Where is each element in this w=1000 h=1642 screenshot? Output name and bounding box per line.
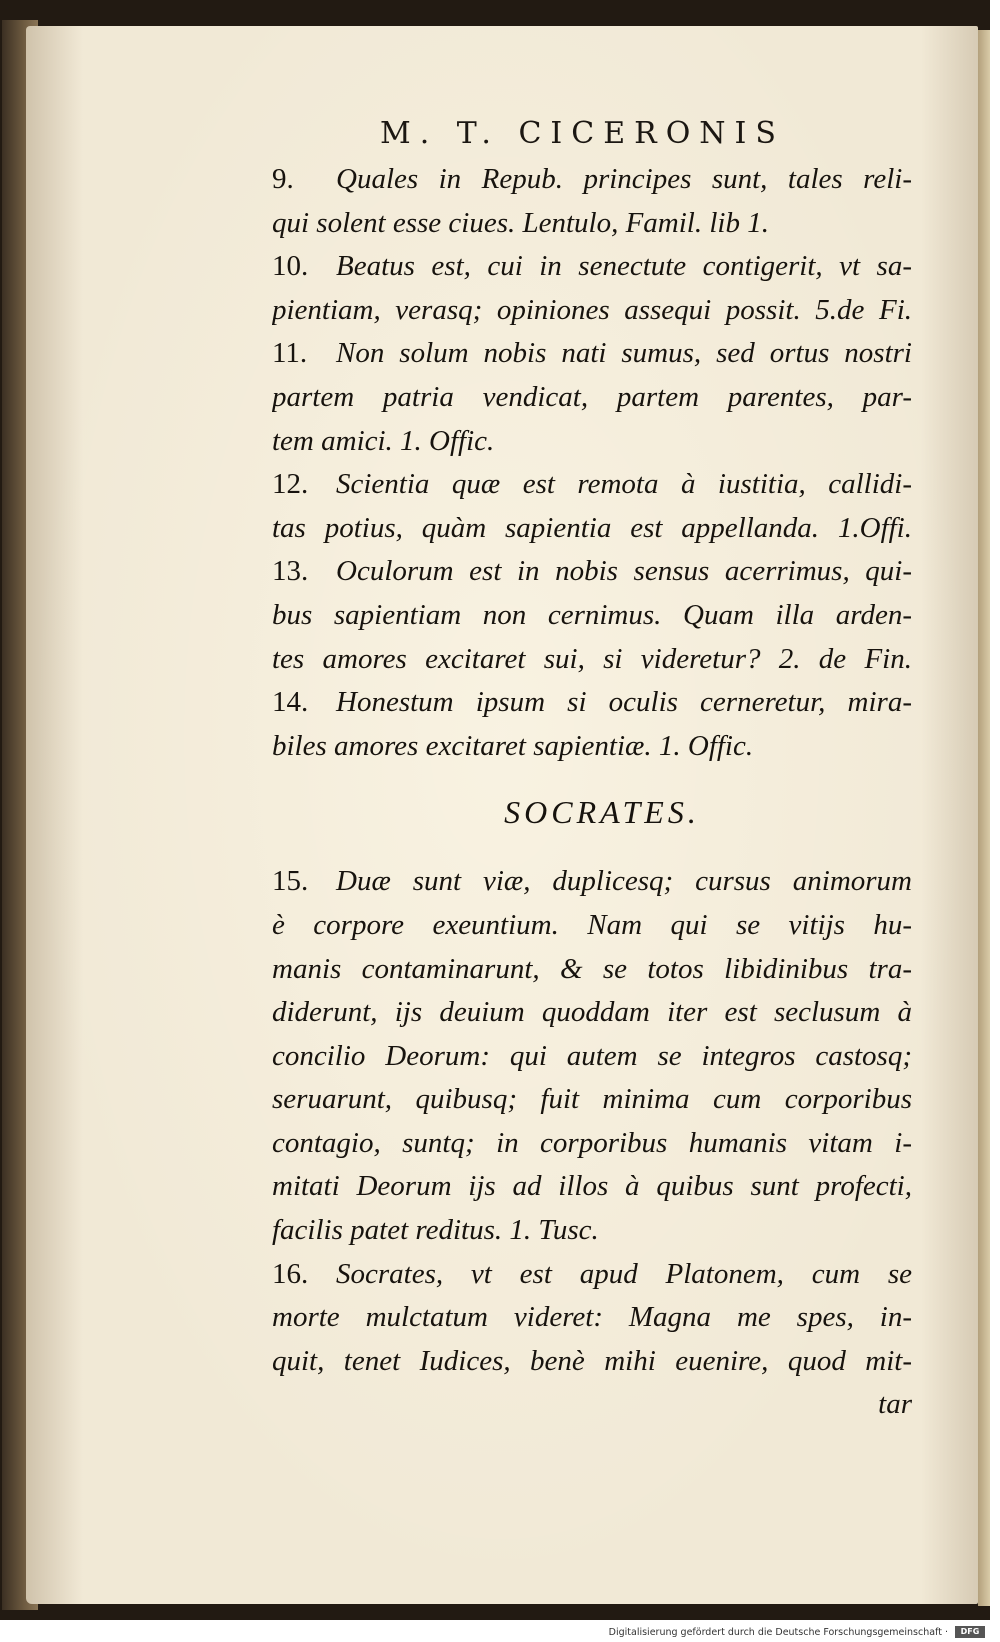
line-text: bus sapientiam non cernimus. Quam illa arden- bbox=[272, 598, 912, 631]
entry-number: 14. bbox=[272, 686, 309, 719]
text-line bbox=[272, 638, 912, 682]
line-text: seruarunt, quibusq; fuit minima cum corporibus bbox=[272, 1083, 912, 1116]
text-line bbox=[272, 158, 912, 202]
line-text: facilis patet reditus. 1. Tusc. bbox=[272, 1214, 599, 1247]
line-text: manis contaminarunt, & se totos libidinibus tra- bbox=[272, 952, 912, 985]
text-line bbox=[272, 245, 912, 289]
line-text: Oculorum est in nobis sensus acerrimus, qui- bbox=[336, 555, 912, 588]
text-line bbox=[272, 332, 912, 376]
line-text: è corpore exeuntium. Nam qui se vitijs hu- bbox=[272, 908, 912, 941]
entry-number: 13. bbox=[272, 555, 309, 588]
line-text: tes amores excitaret sui, si videretur? 2. de Fin. bbox=[272, 642, 912, 675]
entry-number: 11. bbox=[272, 337, 308, 370]
line-text: Honestum ipsum si oculis cerneretur, mira- bbox=[336, 686, 912, 719]
text-line bbox=[272, 904, 912, 948]
text-line bbox=[272, 725, 912, 769]
line-text: pientiam, verasq; opiniones assequi possit. 5.de Fi. bbox=[272, 293, 912, 326]
text-line bbox=[272, 594, 912, 638]
line-text: qui solent esse ciues. Lentulo, Famil. lib 1. bbox=[272, 206, 769, 239]
text-line bbox=[272, 1209, 912, 1253]
line-text: Quales in Repub. principes sunt, tales reli- bbox=[336, 163, 912, 195]
text-line bbox=[272, 1340, 912, 1384]
line-text: Socrates, vt est apud Platonem, cum se bbox=[336, 1257, 912, 1290]
line-text: Scientia quæ est remota à iustitia, callidi- bbox=[336, 468, 912, 501]
text-line bbox=[272, 507, 912, 551]
text-line bbox=[272, 463, 912, 507]
text-line bbox=[272, 860, 912, 904]
text-line bbox=[272, 289, 912, 333]
section-heading bbox=[272, 768, 912, 846]
text-line bbox=[272, 1035, 912, 1079]
line-text: tas potius, quàm sapientia est appellanda. 1.Offi. bbox=[272, 511, 912, 544]
line-text: mitati Deorum ijs ad illos à quibus sunt profecti, bbox=[272, 1170, 912, 1203]
heading-spacer bbox=[272, 846, 912, 860]
entry-number: 9. bbox=[272, 163, 294, 195]
entry-number: 15. bbox=[272, 865, 309, 898]
line-text: Duæ sunt viæ, duplicesq; cursus animorum bbox=[336, 865, 912, 898]
line-text: Non solum nobis nati sumus, sed ortus nostri bbox=[336, 337, 912, 370]
line-text: Beatus est, cui in senectute contigerit, vt sa- bbox=[336, 250, 912, 283]
text-line bbox=[272, 1165, 912, 1209]
line-text: SOCRATES. bbox=[504, 794, 700, 831]
text-line bbox=[272, 550, 912, 594]
text-line bbox=[272, 1253, 912, 1297]
footer-credit: Digitalisierung gefördert durch die Deutsche Forschungsgemeinschaft · bbox=[608, 1627, 948, 1638]
entry-number: 10. bbox=[272, 250, 309, 283]
line-text: morte mulctatum videret: Magna me spes, in- bbox=[272, 1301, 912, 1334]
text-line bbox=[272, 681, 912, 725]
entry-number: 12. bbox=[272, 468, 309, 501]
line-text: biles amores excitaret sapientiæ. 1. Offic. bbox=[272, 729, 754, 762]
line-text: diderunt, ijs deuium quoddam iter est seclusum à bbox=[272, 996, 912, 1029]
text-line bbox=[272, 1122, 912, 1166]
text-line bbox=[272, 1383, 912, 1427]
text-line bbox=[272, 991, 912, 1035]
running-head: M. T. CICERONIS bbox=[380, 116, 785, 151]
line-text: tem amici. 1. Offic. bbox=[272, 424, 495, 457]
text-line bbox=[272, 1296, 912, 1340]
text-line bbox=[272, 376, 912, 420]
line-text: concilio Deorum: qui autem se integros castosq; bbox=[272, 1039, 912, 1072]
text-line bbox=[272, 1078, 912, 1122]
text-line bbox=[272, 948, 912, 992]
text-line bbox=[272, 202, 912, 246]
page-text-body bbox=[272, 158, 912, 1427]
line-text: quit, tenet Iudices, benè mihi euenire, quod mit- bbox=[272, 1344, 912, 1377]
dfg-logo: DFG bbox=[955, 1626, 985, 1638]
line-text: tar bbox=[878, 1388, 912, 1421]
page-right-edge bbox=[978, 30, 990, 1606]
line-text: contagio, suntq; in corporibus humanis vitam i- bbox=[272, 1126, 912, 1159]
entry-number: 16. bbox=[272, 1257, 309, 1290]
line-text: partem patria vendicat, partem parentes, par- bbox=[272, 380, 912, 413]
text-line bbox=[272, 420, 912, 464]
